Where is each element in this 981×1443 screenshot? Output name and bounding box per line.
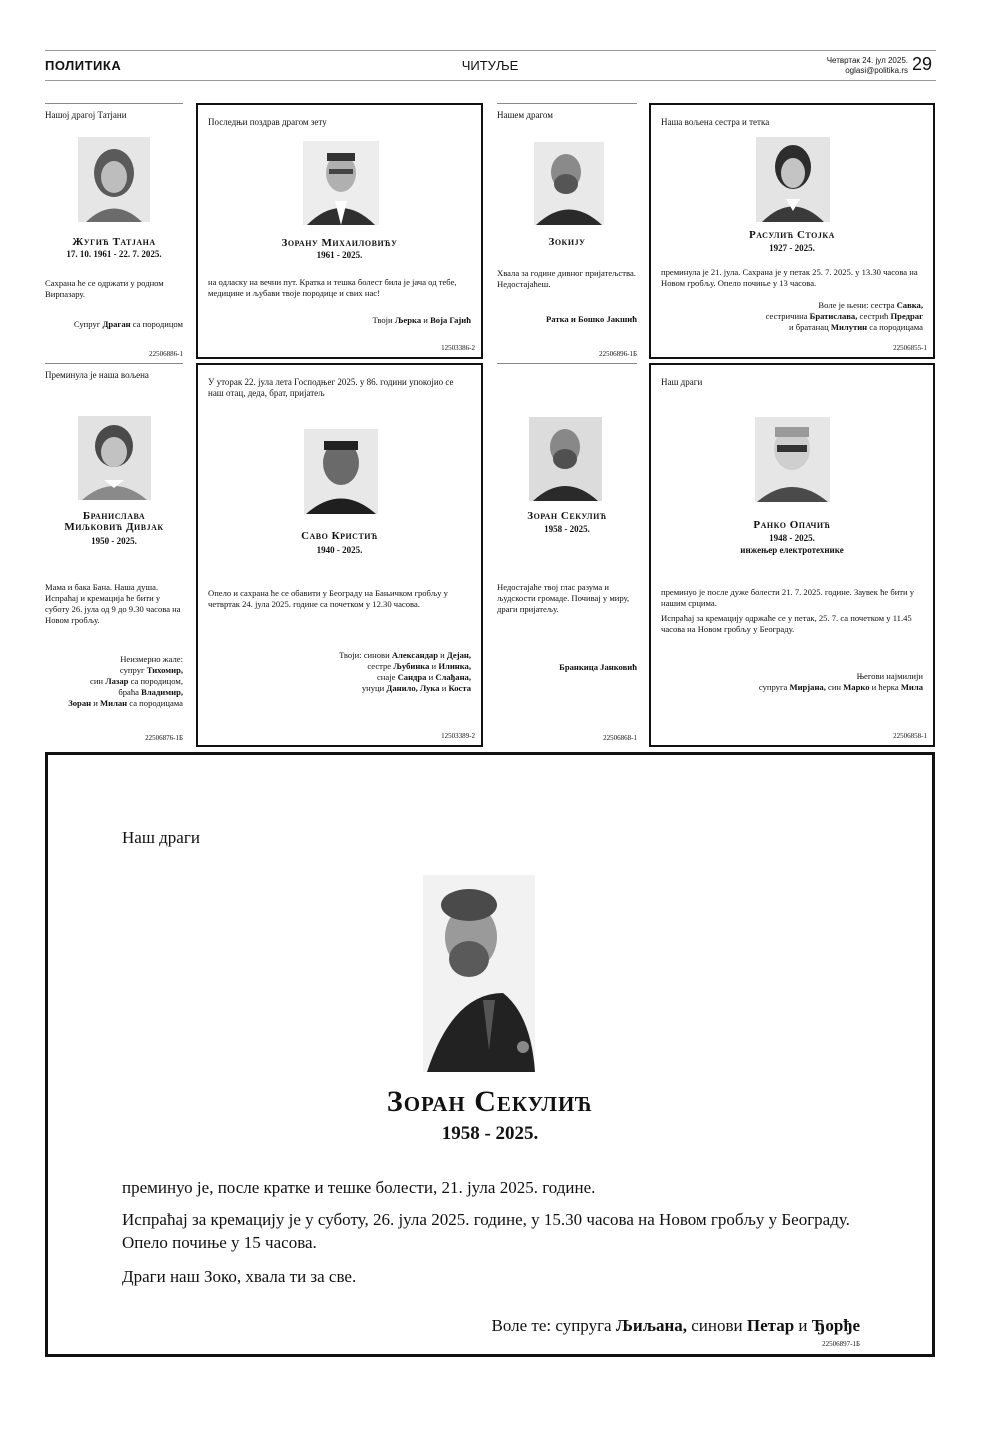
ad-intro: Наша вољена сестра и тетка <box>661 117 770 127</box>
obituary-mihailovic <box>196 103 483 359</box>
ad-signature: Воле је њени: сестра Савка, сестричина Братиславa, сестрић Предраг и братанац Милутин са породицама <box>765 300 923 332</box>
ad-signature: Супруг Драган са породицом <box>73 319 183 329</box>
ad-body: на одласку на вечни пут. Кратка и тешка болест била је јача од тебе, медицине и љубави твоје породице и свих нас! <box>208 277 457 298</box>
section-title: ЧИТУЉЕ <box>461 58 519 73</box>
deceased-name: Жугић Татјана <box>72 236 156 248</box>
ad-body: Сахрана ће се одржати у родном Вирпазару. <box>45 278 164 299</box>
deceased-years: 1958 - 2025. <box>544 524 590 534</box>
ad-paragraph-1: преминуо је, после кратке и тешке болести, 21. јула 2025. године. <box>122 1178 596 1197</box>
portrait-icon <box>534 142 604 225</box>
portrait-icon <box>529 417 602 501</box>
obituary-zoki <box>497 103 637 363</box>
ad-code: 22506886-1 <box>149 350 183 358</box>
ad-body: преминула је 21. јула. Сахрана је у петак 25. 7. 2025. у 13.30 часова на Новом гробљу. Опело почиње у 13 часова. <box>661 267 918 288</box>
deceased-name: Зокију <box>548 236 586 248</box>
portrait-photo <box>304 429 378 514</box>
deceased-name: Зорану Михаиловићу <box>281 237 398 249</box>
deceased-years: 1961 - 2025. <box>316 250 363 260</box>
deceased-name: Зоран Секулић <box>386 1085 594 1118</box>
obituary-rasulic <box>649 103 935 359</box>
ad-code: 22506896-1Б <box>599 350 637 358</box>
portrait-photo <box>756 137 830 222</box>
ad-intro: Преминула је наша вољена <box>45 370 149 380</box>
ad-signature: Бранкица Јанковић <box>559 662 637 672</box>
deceased-name: Расулић Стојка <box>749 229 835 241</box>
ad-body: Недостајаће твој глас разума и људскости громаде. Почивај у миру, драги пријатељу. <box>497 582 630 614</box>
obituary-miljkovic-divjak <box>45 363 183 747</box>
obituary-kristic <box>196 363 483 747</box>
obituary-sekulic-small <box>497 363 637 747</box>
ad-code: 12503389-2 <box>441 732 475 740</box>
deceased-name: Саво Кристић <box>301 530 378 542</box>
ad-signature: Воле те: супруга Љиљана, синови Петар и Ђорђе <box>491 1316 860 1335</box>
deceased-years: 1927 - 2025. <box>769 243 815 253</box>
ad-intro: Последњи поздрав драгом зету <box>208 117 327 127</box>
ad-signature: Неизмерно жале: супруг Тихомир, син Лазар са породицом, браћа Владимир, Зоран и Милан са породицама <box>68 654 183 708</box>
deceased-name: Зоран Секулић <box>527 510 607 522</box>
ad-signature: Његови најмилији супруга Мирјана, син Марко и ћерка Мила <box>758 671 923 692</box>
page-number: 29 <box>912 54 933 74</box>
portrait-photo <box>303 141 379 225</box>
ad-paragraph-2: Испраћај за кремацију је у суботу, 26. јула 2025. године, у 15.30 часова на Новом гробљу у Београду. Опело почиње у 15 часова. <box>122 1210 850 1252</box>
contact-email[interactable]: oglasi@politika.rs <box>845 66 908 75</box>
deceased-years: 17. 10. 1961 - 22. 7. 2025. <box>66 249 162 259</box>
ad-body: Хвала за године дивног пријатељства. Недостајаћеш. <box>497 268 636 289</box>
ad-intro: У уторак 22. јула лета Господњег 2025. у 86. години упокојио се наш отац, деда, брат, пријатељ <box>208 377 454 398</box>
ad-code: 12503386-2 <box>441 344 475 352</box>
obituary-sekulic-large <box>45 752 935 1357</box>
ad-body: Мама и бака Бана. Наша душа. Испраћај и кремација ће бити у суботу 26. јула од 9 до 9.30 часова на Новом гробљу. <box>45 582 181 625</box>
ad-signature: Твоји: синови Александар и Дејан, сестре Љубинка и Илинка, снаје Сандра и Слађана, унуци Данило, Лука и Коста <box>339 650 471 693</box>
deceased-years: 1958 - 2025. <box>441 1123 539 1144</box>
portrait-icon <box>303 141 379 225</box>
ad-paragraph-3: Драги наш Зоко, хвала ти за све. <box>122 1267 357 1286</box>
ad-code: 22506897-1Б <box>822 1340 860 1348</box>
portrait-icon <box>78 137 150 222</box>
deceased-years: 1948 - 2025. <box>769 533 815 543</box>
deceased-years: 1940 - 2025. <box>316 545 363 555</box>
ad-signature: Твоји Љерка и Воја Гајић <box>372 315 471 325</box>
portrait-photo <box>529 417 602 501</box>
portrait-icon <box>423 875 535 1072</box>
portrait-photo <box>423 875 535 1072</box>
ad-body: Опело и сахрана ће се обавити у Београду на Бањичком гробљу у четвртак 24. јула 2025. године са почетком у 12.30 часова. <box>208 588 448 609</box>
portrait-photo <box>534 142 604 225</box>
ad-intro: Нашем драгом <box>497 110 553 120</box>
ad-signature: Ратка и Бошко Јакшић <box>546 314 637 324</box>
header-dateline <box>780 56 908 76</box>
obituary-zugic <box>45 103 183 363</box>
ad-intro: Наш драги <box>661 377 703 387</box>
deceased-years: 1950 - 2025. <box>91 536 137 546</box>
portrait-icon <box>78 416 151 500</box>
deceased-name: Бранислава Миљковић Дивјак <box>64 510 164 533</box>
ad-code: 22506855-1 <box>893 344 927 352</box>
portrait-photo <box>755 417 830 502</box>
ad-body: преминуо је после дуже болести 21. 7. 2025. године. Заувек ће бити у нашим срцима. Испраћај за кремацију одржаће се у петак, 25. 7. са почетком у 11.45 часова на Новом гробљу у Београду. <box>661 587 915 634</box>
obituary-opacic <box>649 363 935 747</box>
header-rule-top <box>45 50 936 51</box>
deceased-name: Ранко Опачић <box>753 519 831 531</box>
newspaper-logo: ПОЛИТИКА <box>45 58 122 73</box>
ad-code: 22506868-1 <box>603 734 637 742</box>
portrait-icon <box>756 137 830 222</box>
ad-intro: Нашој драгој Татјани <box>45 110 127 120</box>
portrait-photo <box>78 137 150 222</box>
header-rule-bottom <box>45 80 936 81</box>
ad-intro: Наш драги <box>122 828 200 847</box>
portrait-photo <box>78 416 151 500</box>
deceased-title: инжењер електротехнике <box>740 545 844 555</box>
ad-code: 22506876-1Б <box>145 734 183 742</box>
portrait-icon <box>304 429 378 514</box>
ad-code: 22506858-1 <box>893 732 927 740</box>
issue-date: Четвртак 24. јул 2025. <box>826 56 908 65</box>
portrait-icon <box>755 417 830 502</box>
